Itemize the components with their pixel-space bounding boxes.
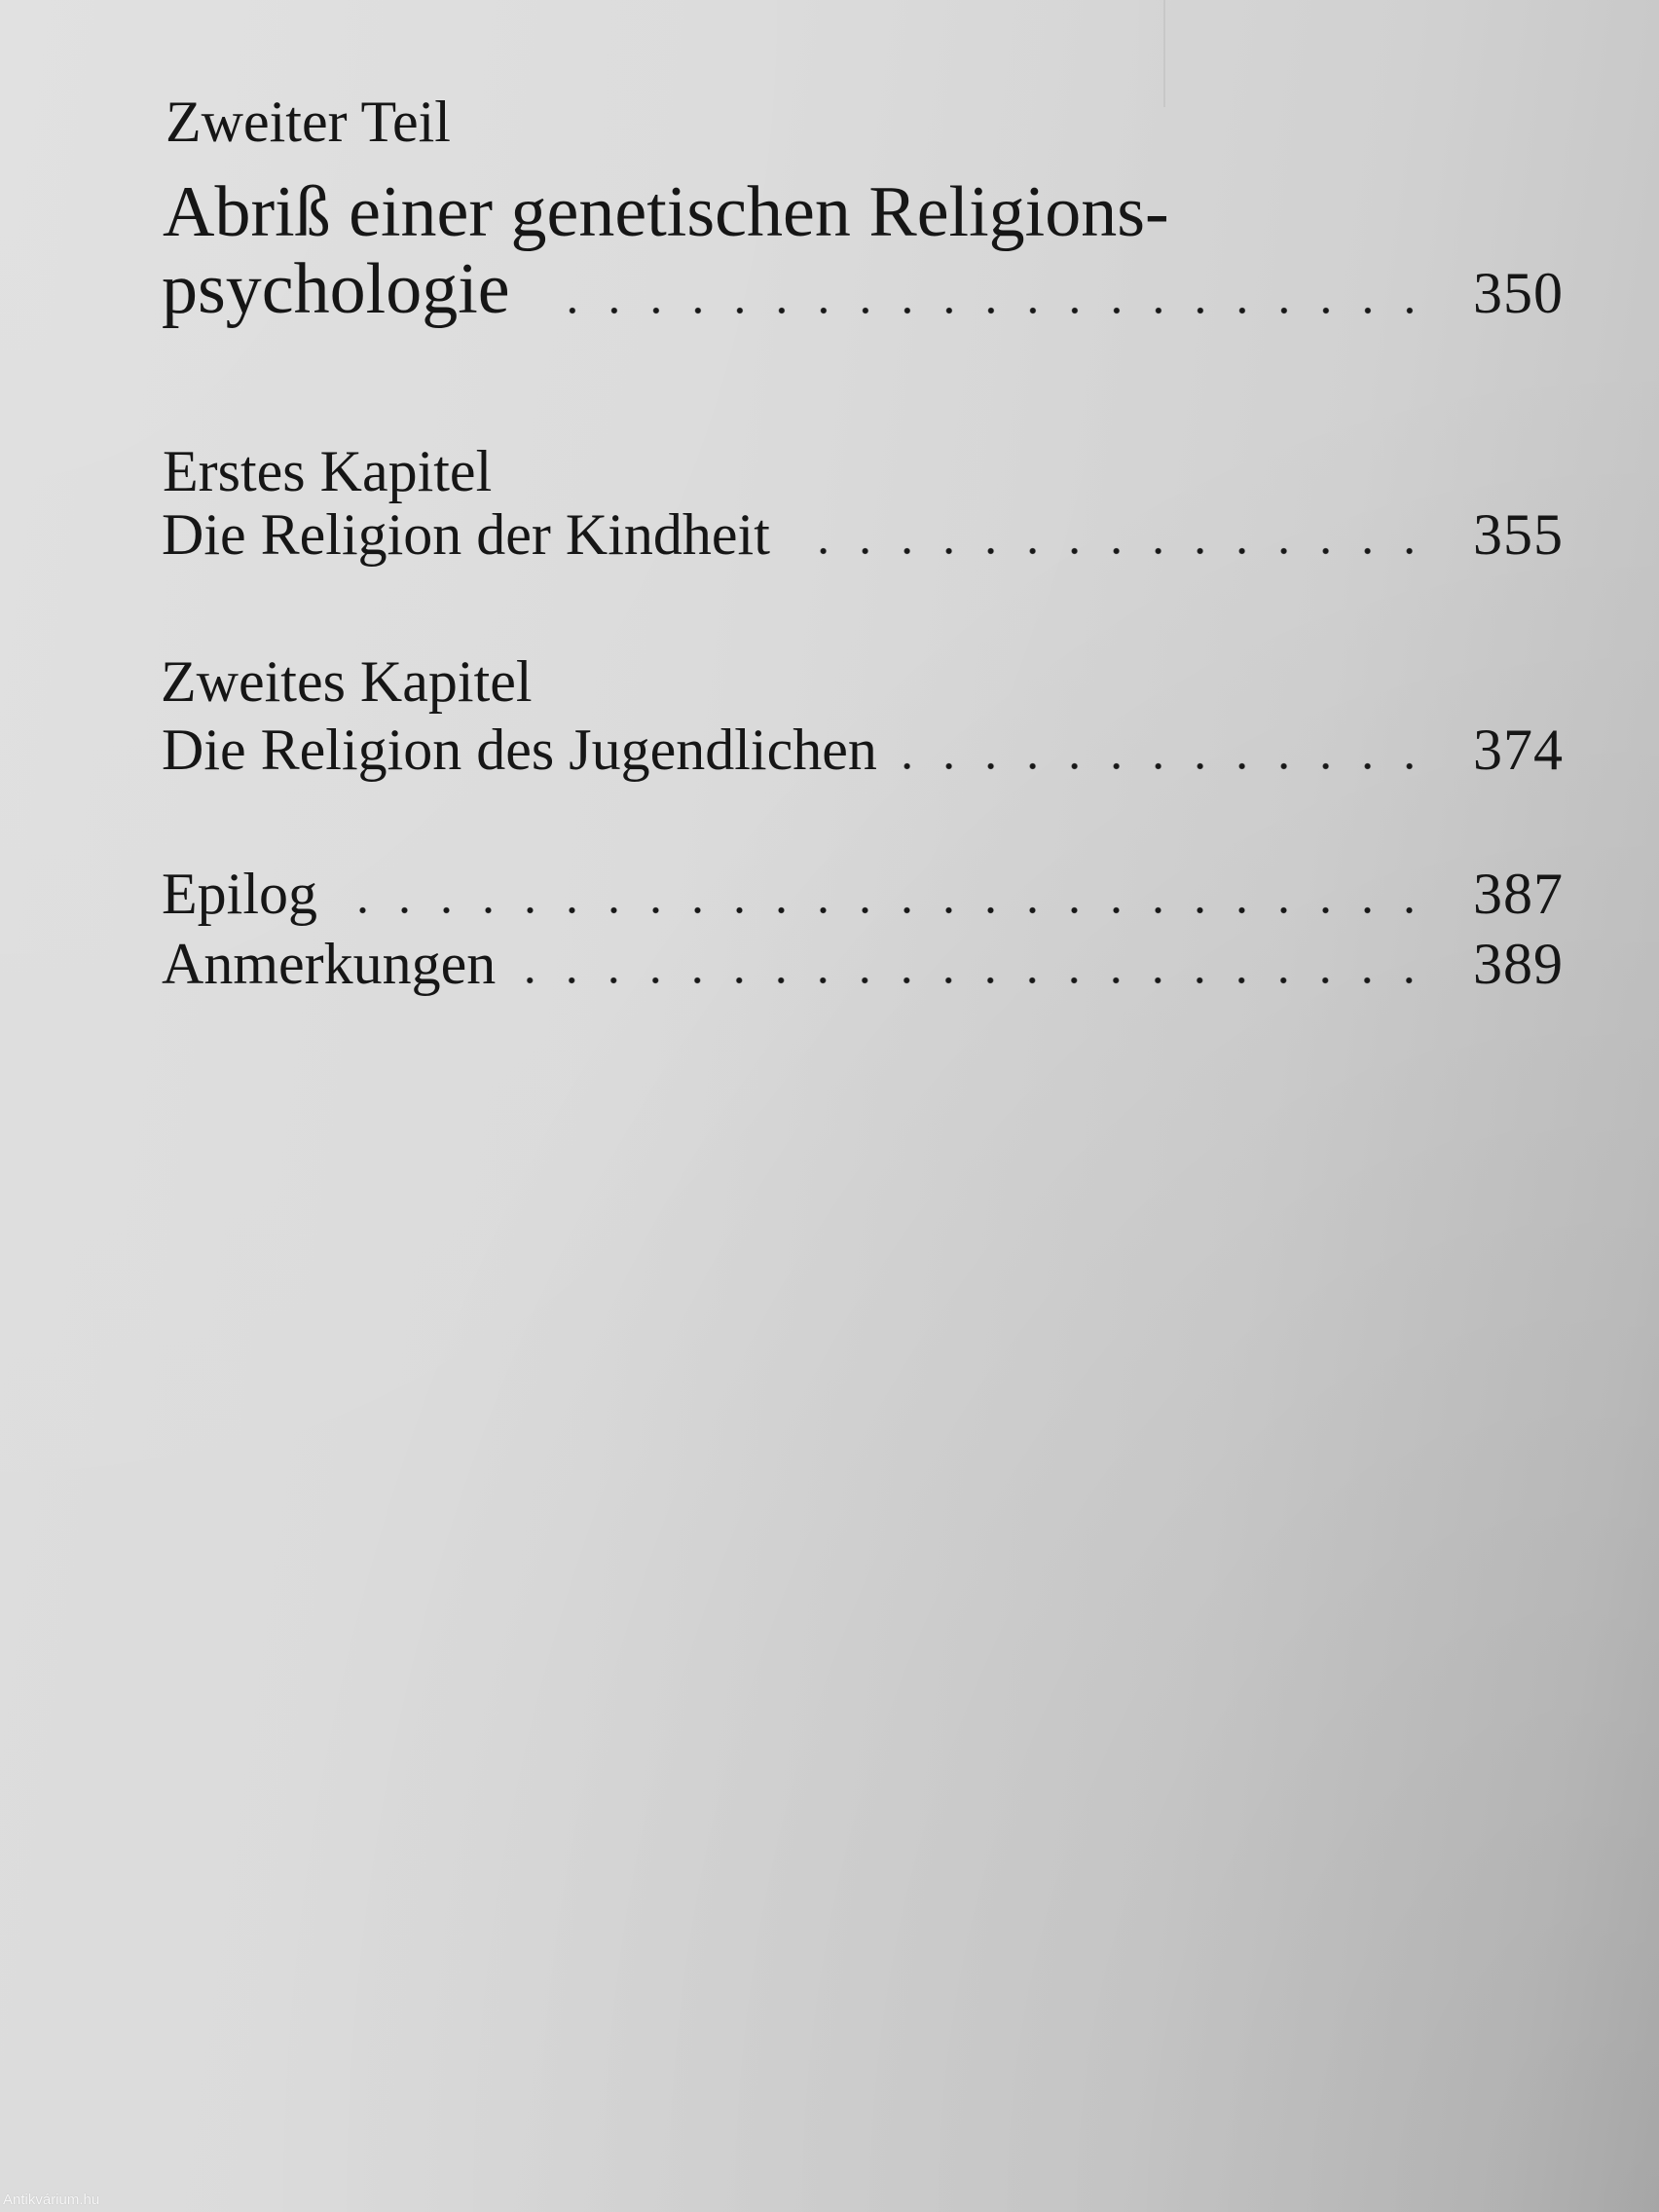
watermark: Antikvárium.hu [3, 2192, 100, 2208]
dot-leader [515, 935, 1430, 993]
part-title-line-2: psychologie [162, 249, 510, 329]
dot-leader [337, 865, 1430, 923]
toc-entry-chapter-1 [162, 502, 1564, 567]
part-label: Zweiter Teil [166, 90, 451, 154]
toc-entry-chapter-2 [162, 718, 1564, 782]
anmerkungen-title: Anmerkungen [162, 932, 497, 996]
toc-entry-epilog [162, 862, 1564, 926]
page-number: 355 [1473, 502, 1564, 567]
toc-entry-anmerkungen [162, 932, 1564, 996]
underlying-page-edge [1163, 0, 1165, 107]
part-title-line-1: Abriß einer genetischen Religions- [163, 172, 1169, 252]
dot-leader [790, 505, 1430, 564]
epilog-title: Epilog [162, 862, 317, 926]
chapter-2-label: Zweites Kapitel [161, 649, 533, 714]
chapter-1-label: Erstes Kapitel [163, 439, 493, 503]
page-number: 389 [1473, 932, 1564, 996]
chapter-1-title: Die Religion der Kindheit [162, 502, 770, 567]
page-number: 350 [1473, 261, 1564, 325]
page-number: 387 [1473, 862, 1564, 926]
chapter-2-title: Die Religion des Jugendlichen [162, 718, 877, 782]
toc-entry-part [162, 249, 1564, 329]
dot-leader [897, 720, 1430, 779]
dot-leader [549, 253, 1430, 325]
page-number: 374 [1473, 718, 1564, 782]
